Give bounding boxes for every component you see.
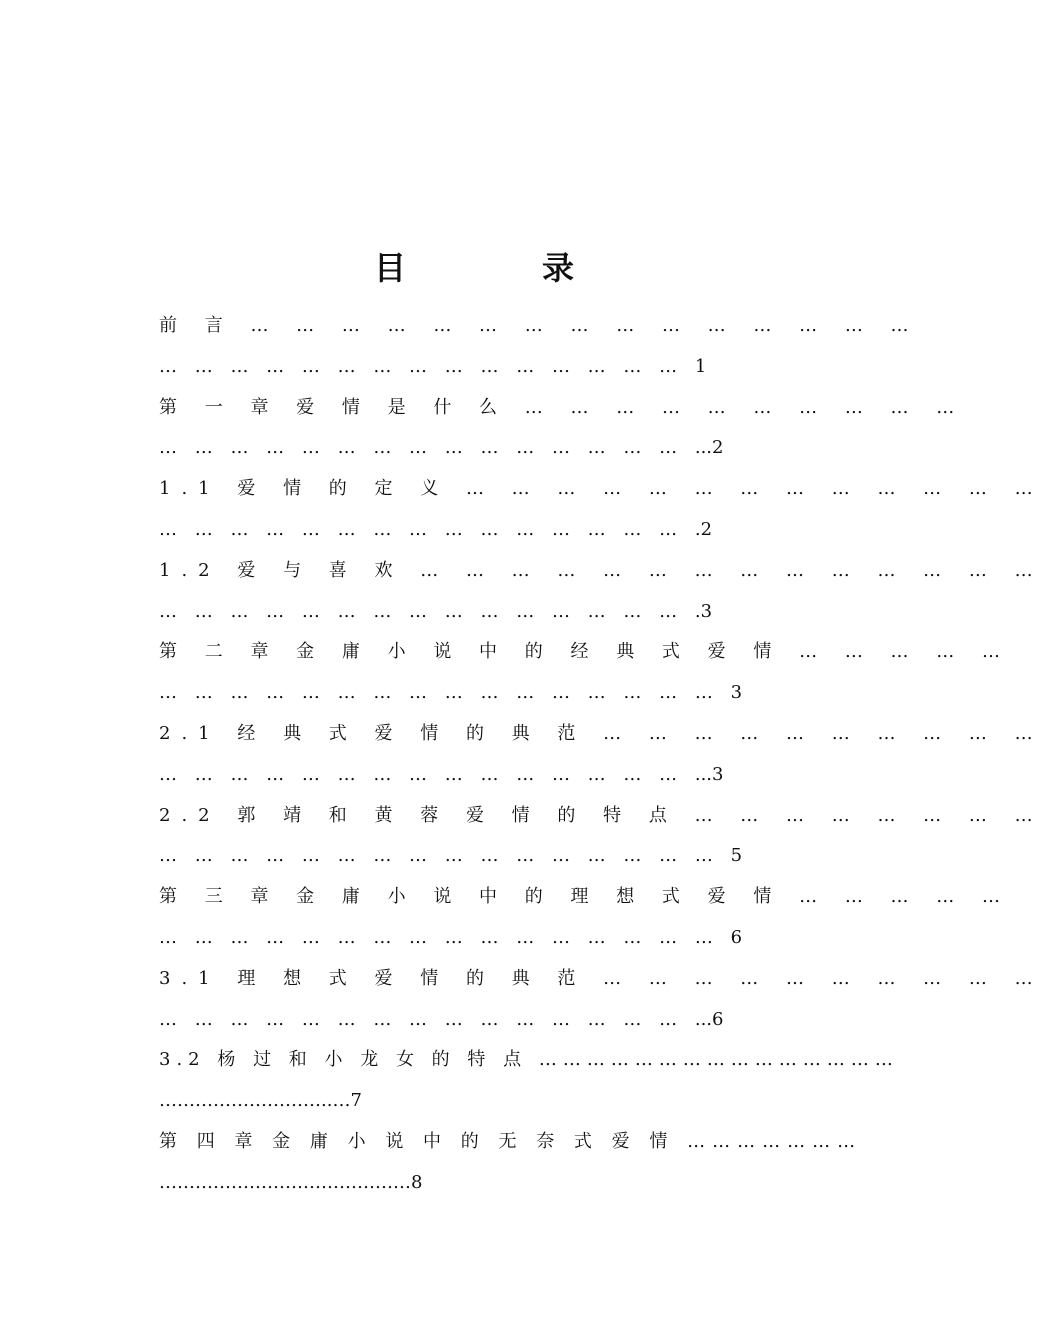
toc-page-number: .2 [694,518,713,540]
toc-leader-dots: … … … … … … … … … … … … … … … … [159,682,719,704]
toc-leader-dots: ………………………..… [159,1090,351,1112]
toc-page-number: 8 [411,1171,423,1193]
toc-leader-dots: … … … … … … … … … … … … … … … [159,1008,684,1030]
toc-page-number: 6 [730,926,743,948]
toc-entry-text: 3.2 杨 过 和 小 龙 女 的 特 点 ……………………………………… [159,1049,899,1071]
toc-entry-leader [159,347,831,388]
toc-entry-text: 3.1 理 想 式 爱 情 的 典 范 … … … … … … … … … … [159,967,1044,989]
toc-entry-leader [159,592,831,633]
toc-page-number: .3 [694,600,713,622]
toc-leader-dots: …………………………………… [159,1171,411,1193]
toc-entry-chapter-4[interactable] [159,1122,863,1204]
toc-page-number: ...2 [694,437,724,459]
toc-entry-chapter-2[interactable] [159,632,1011,714]
toc-entry-text: 第 一 章 爱 情 是 什 么 … … … … … … … … … … [159,396,966,418]
toc-page-number: ...3 [694,763,724,785]
toc-entry-1-2[interactable] [159,551,1044,633]
toc-entry-leader [159,918,831,959]
toc-entry-chapter-3[interactable] [159,877,1011,959]
toc-entry-2-2[interactable] [159,796,1044,878]
toc-leader-dots: … … … … … … … … … … … … … … … … [159,926,719,948]
table-of-contents [159,306,1044,1204]
toc-leader-dots: … … … … … … … … … … … … … … … … [159,845,719,867]
page-title: 目 录 [373,249,626,287]
toc-page-number: 3 [730,682,743,704]
toc-entry-leader [159,428,831,469]
toc-leader-dots: … … … … … … … … … … … … … … … [159,600,684,622]
toc-leader-dots: … … … … … … … … … … … … … … … [159,763,684,785]
toc-entry-text: 2.1 经 典 式 爱 情 的 典 范 … … … … … … … … … … [159,722,1044,744]
toc-entry-text: 第 三 章 金 庸 小 说 中 的 理 想 式 爱 情 … … … … … [159,886,1011,908]
toc-entry-leader [159,1081,831,1122]
toc-page-number: 7 [350,1090,362,1112]
toc-entry-leader [159,1163,831,1204]
toc-entry-text: 1.1 爱 情 的 定 义 … … … … … … … … … … … … … [159,478,1044,500]
toc-entry-text: 第 二 章 金 庸 小 说 中 的 经 典 式 爱 情 … … … … … [159,641,1011,663]
toc-entry-text: 第 四 章 金 庸 小 说 中 的 无 奈 式 爱 情 ………………… [159,1130,863,1152]
toc-entry-leader [159,755,831,796]
toc-entry-chapter-1[interactable] [159,388,966,470]
toc-leader-dots: … … … … … … … … … … … … … … … [159,437,684,459]
toc-entry-text: 前 言 … … … … … … … … … … … … … … … [159,315,920,336]
toc-entry-3-1[interactable] [159,959,1044,1041]
toc-leader-dots: … … … … … … … … … … … … … … … [159,518,684,540]
toc-page-number: ...6 [694,1008,724,1030]
toc-page-number: 5 [730,845,743,867]
toc-entry-3-2[interactable] [159,1040,899,1122]
toc-entry-leader [159,1000,831,1041]
toc-entry-1-1[interactable] [159,469,1044,551]
toc-entry-leader [159,673,831,714]
toc-leader-dots: … … … … … … … … … … … … … … … [159,355,684,377]
toc-entry-leader [159,836,831,877]
toc-entry-text: 1.2 爱 与 喜 欢 … … … … … … … … … … … … … … [159,559,1044,581]
toc-page-number: 1 [694,355,707,377]
toc-entry-leader [159,510,831,551]
toc-entry-2-1[interactable] [159,714,1044,796]
toc-entry-text: 2.2 郭 靖 和 黄 蓉 爱 情 的 特 点 … … … … … … … … [159,804,1044,826]
toc-entry-preface[interactable] [159,306,920,388]
